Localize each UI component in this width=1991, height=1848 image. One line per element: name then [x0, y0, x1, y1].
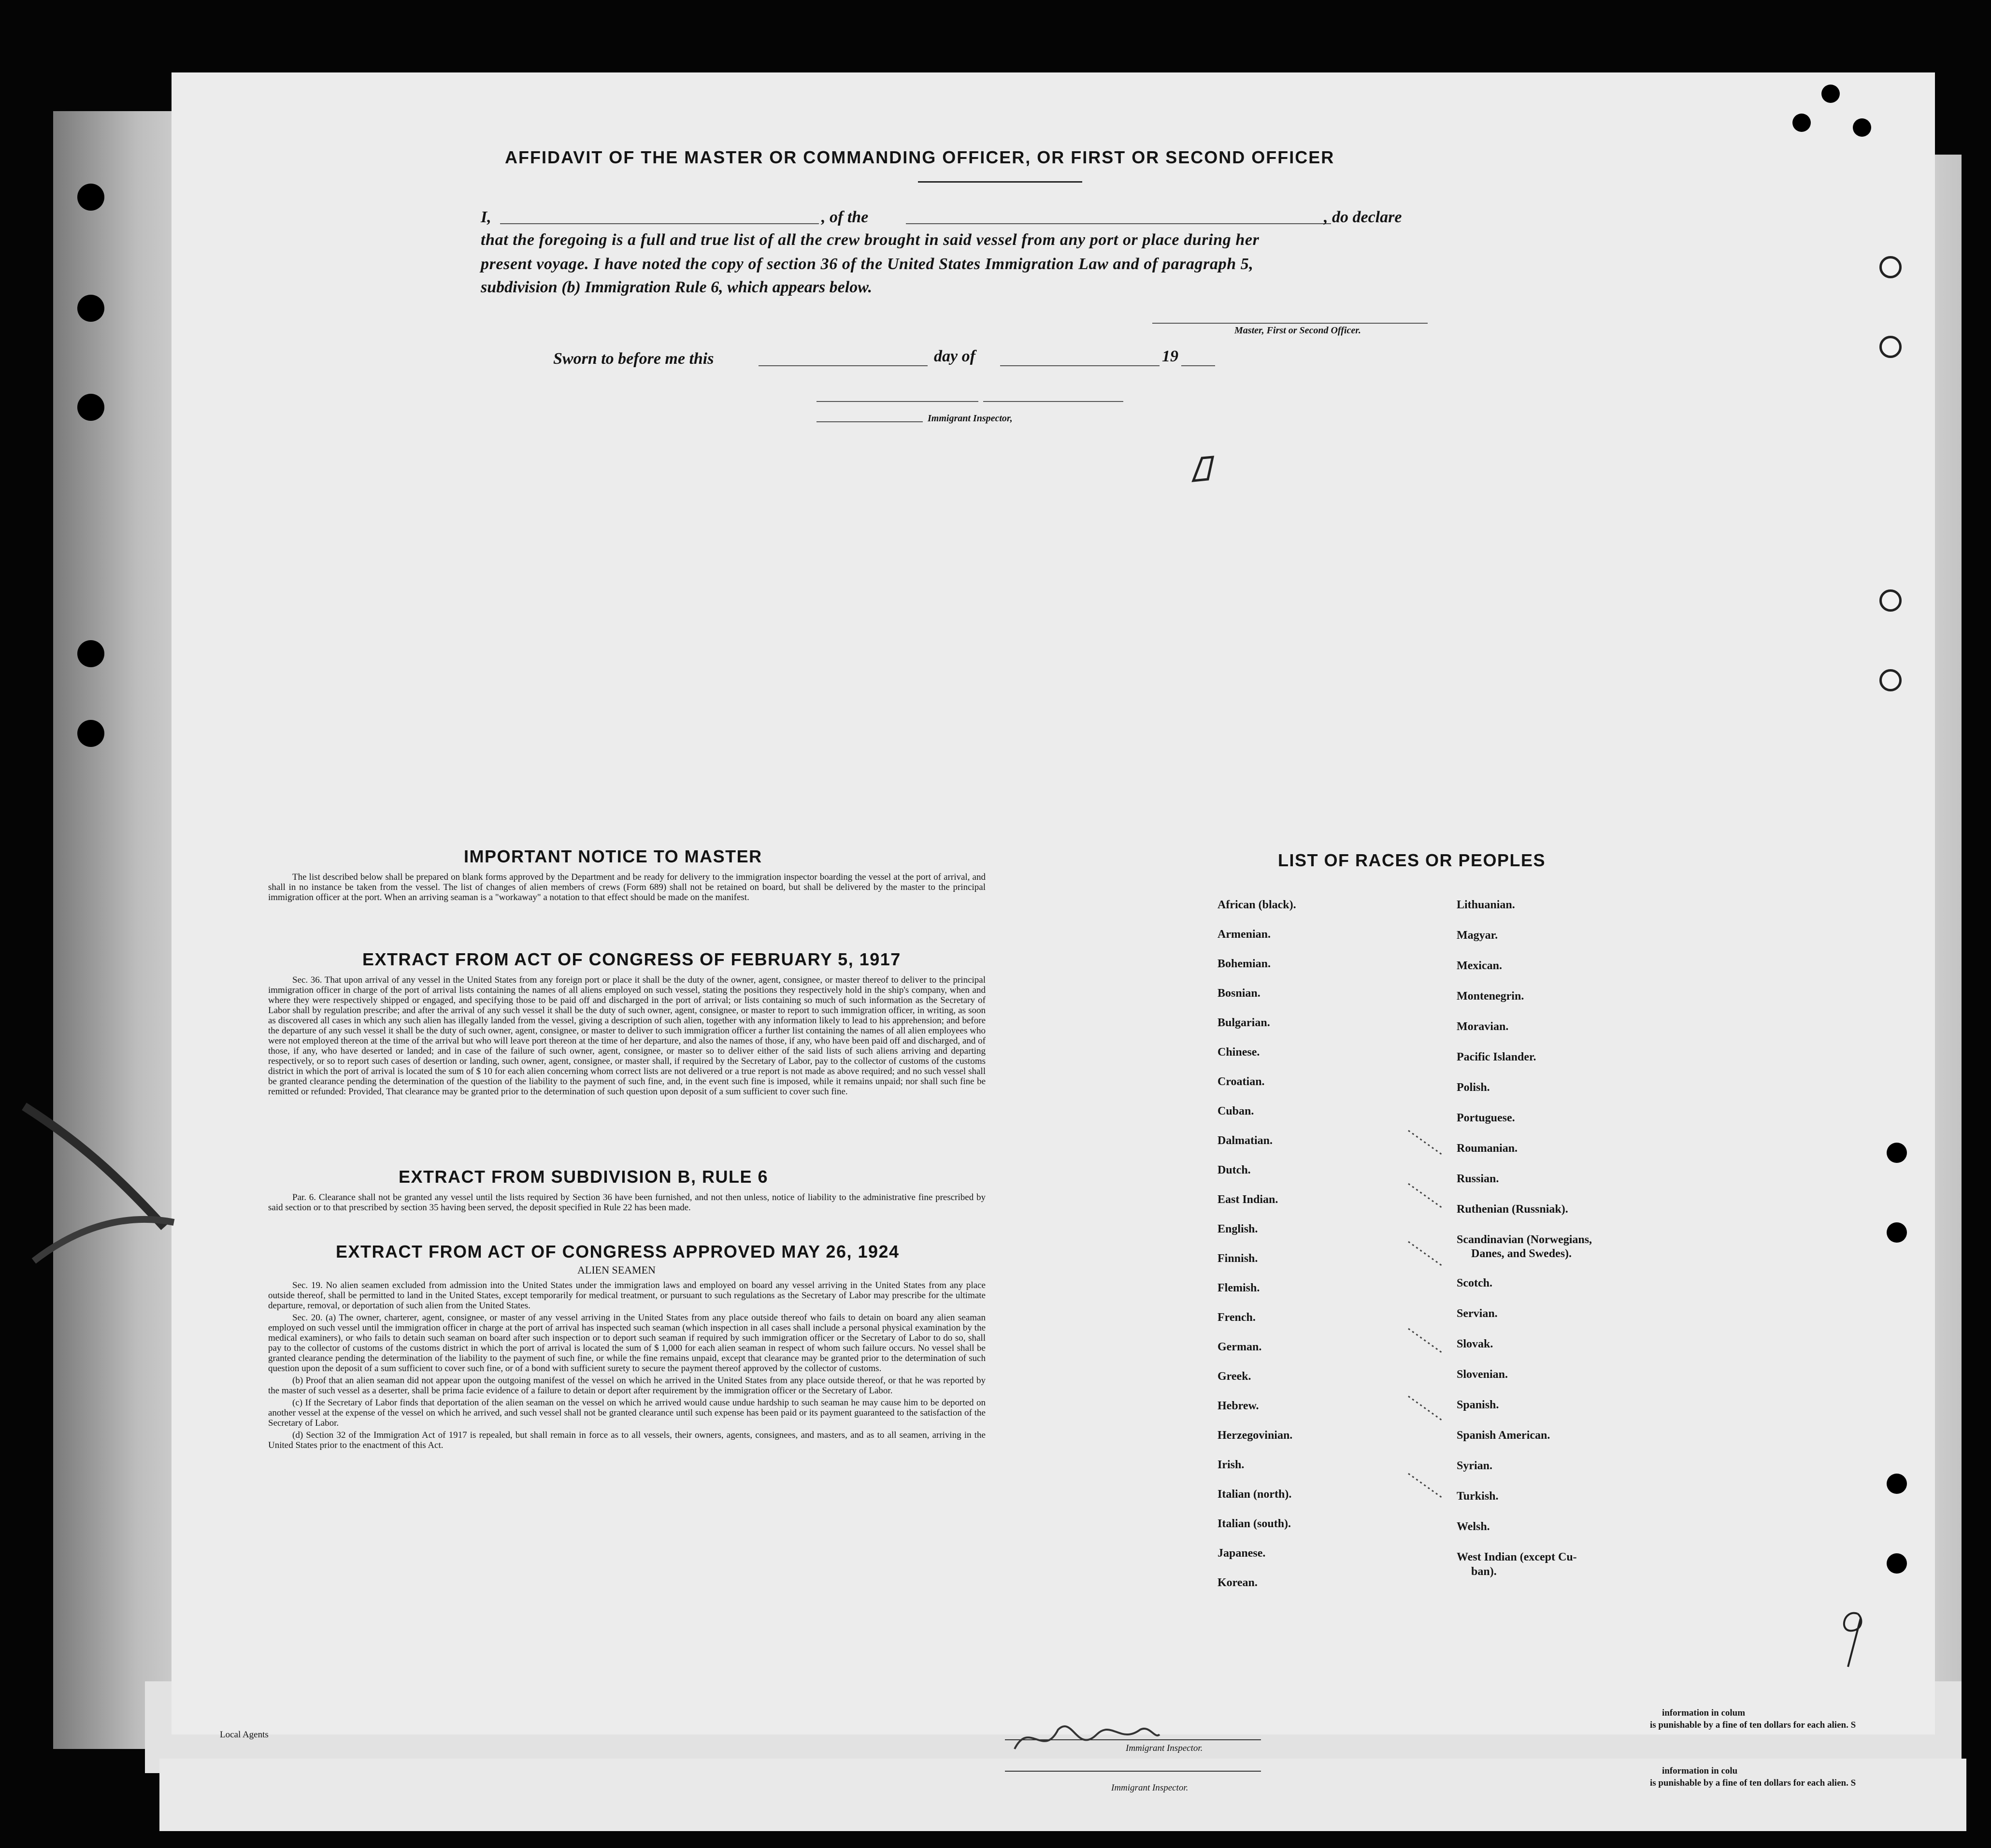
sworn-text: Sworn to before me this: [553, 350, 714, 368]
vessel-blank[interactable]: [906, 223, 1331, 224]
declaration-line-3: present voyage. I have noted the copy of section 36 of the United States Immigration Law and of paragraph 5,: [481, 255, 1254, 273]
punch-hole: [77, 640, 104, 667]
inspector-line-a[interactable]: [816, 401, 978, 402]
section-20c-paragraph: (c) If the Secretary of Labor finds that deportation of the alien seaman on the vessel on which he arrived would cause undue hardship to such seaman he may cause him to be deported on another vessel at the expense of the vessel on which he arrived, and such vessel shall not be granted clearance until such expense has been paid or its payment guaranteed to the satisfaction of the Secretary of Labor.: [268, 1398, 986, 1428]
race-item: Korean.: [1218, 1576, 1258, 1589]
ring-hole: [1879, 336, 1902, 358]
section-20b-paragraph: (b) Proof that an alien seaman did not appear upon the outgoing manifest of the vessel on which he arrived in the United States from any place outside thereof, or that he was reported by the master of such vessel as a deserter, shall be prima facie evidence of a failure to detain or deport after requirement by the immigration officer or the Secretary of Labor.: [268, 1375, 986, 1396]
race-item: Japanese.: [1218, 1547, 1266, 1560]
subdivision-title: EXTRACT FROM SUBDIVISION B, RULE 6: [399, 1167, 769, 1187]
race-item: Welsh.: [1457, 1520, 1490, 1533]
race-item: Irish.: [1218, 1459, 1245, 1471]
race-item: Cuban.: [1218, 1105, 1254, 1117]
race-item: English.: [1218, 1223, 1258, 1235]
declaration-line-2: that the foregoing is a full and true list of all the crew brought in said vessel from any port or place during her: [481, 231, 1260, 249]
punch-hole: [1887, 1474, 1907, 1494]
punch-hole: [1887, 1222, 1907, 1243]
form-page: [172, 72, 1935, 1734]
race-item: African (black).: [1218, 899, 1296, 911]
extract-1917-title: EXTRACT FROM ACT OF CONGRESS OF FEBRUARY 5, 1917: [362, 949, 901, 969]
races-title: LIST OF RACES OR PEOPLES: [1278, 850, 1546, 870]
race-item: Armenian.: [1218, 928, 1271, 941]
ring-hole: [1879, 256, 1902, 278]
race-item-continuation: ban).: [1471, 1565, 1497, 1578]
race-item: Ruthenian (Russniak).: [1457, 1203, 1568, 1216]
stamp-mark-icon: [1189, 454, 1218, 488]
notice-title: IMPORTANT NOTICE TO MASTER: [464, 846, 762, 866]
officer-signature-line[interactable]: [1152, 323, 1428, 324]
punch-hole: [77, 394, 104, 421]
sworn-month-blank[interactable]: [1000, 365, 1160, 366]
penalty-line-1b: is punishable by a fine of ten dollars for each alien. S: [1650, 1720, 1856, 1730]
race-item: Italian (south).: [1218, 1518, 1291, 1530]
ring-hole: [1879, 669, 1902, 691]
race-item: East Indian.: [1218, 1193, 1278, 1206]
race-item: Roumanian.: [1457, 1142, 1518, 1155]
race-item: West Indian (except Cu-: [1457, 1551, 1577, 1563]
race-item: Montenegrin.: [1457, 990, 1524, 1003]
officer-signature-caption: Master, First or Second Officer.: [1234, 325, 1361, 336]
paragraph-6: Par. 6. Clearance shall not be granted any vessel until the lists required by Section 36 have been furnished, and not then unless, notice of liability to the administrative fine prescribed by said section or to that prescribed by section 35 having been served, the deposit specified in Rule 22 has been made.: [268, 1192, 986, 1213]
title-underline: [918, 181, 1082, 183]
race-item-continuation: Danes, and Swedes).: [1471, 1247, 1572, 1260]
punch-hole: [1821, 85, 1840, 103]
inspector-caption: Immigrant Inspector,: [928, 413, 1013, 424]
race-item: Magyar.: [1457, 929, 1498, 942]
sworn-day-blank[interactable]: [759, 365, 928, 366]
race-item: Syrian.: [1457, 1460, 1493, 1472]
race-item: Turkish.: [1457, 1490, 1499, 1503]
notice-paragraph: The list described below shall be prepared on blank forms approved by the Department and be ready for delivery to the immigration inspector boarding the vessel at the port of arrival, and shall in no instance be taken from the vessel. The list of changes of alien members of crews (Form 689) shall not be retained on board, but shall be delivered by the master to the principal immigration officer at the port. When an arriving seaman is a "workaway" a notation to that effect should be made on the manifest.: [268, 872, 986, 903]
sworn-year-blank[interactable]: [1181, 365, 1215, 366]
section-20a-paragraph: Sec. 20. (a) The owner, charterer, agent, consignee, or master of any vessel arriving in the United States from any place outside thereof who fails to detain on board any alien seaman employed on such vessel until the immigration officer in charge at the port of arrival has inspected such seaman (which inspection in all cases shall include a personal physical examination by the medical examiners), or who fails to detain such seaman on board after such inspection or to deport such seaman if required by such immigration officer or the Secretary of Labor to do so, shall pay to the collector of customs of the customs district in which the port of arrival is located the sum of $ 1,000 for each alien seaman in respect of whom such failure occurs. No vessel shall be granted clearance pending the determination of the liability to the payment of such fine, or while the fine remains unpaid, except that clearance may be granted prior to the determination of such question upon the deposit of a sum sufficient to cover such fine, or of a bond with sufficient surety to secure the payment thereof approved by the collector of customs.: [268, 1313, 986, 1374]
inspector-signature-line-1: [1005, 1739, 1261, 1740]
handwritten-number-icon: [1829, 1604, 1882, 1672]
inspector-line-b[interactable]: [983, 401, 1123, 402]
name-blank[interactable]: [500, 223, 819, 224]
race-item: Spanish American.: [1457, 1429, 1550, 1442]
alien-seamen-subtitle: ALIEN SEAMEN: [577, 1264, 656, 1276]
sworn-day-of: day of: [934, 347, 975, 365]
race-item: Dutch.: [1218, 1164, 1251, 1176]
race-item: Italian (north).: [1218, 1488, 1292, 1501]
race-item: Portuguese.: [1457, 1112, 1515, 1124]
race-item: Dalmatian.: [1218, 1134, 1273, 1147]
race-item: French.: [1218, 1311, 1256, 1324]
inspector-line-c[interactable]: [816, 421, 923, 422]
binding-ribbon-icon: [19, 1102, 179, 1275]
race-item: Hebrew.: [1218, 1400, 1259, 1412]
race-item: Scotch.: [1457, 1277, 1492, 1289]
penalty-line-2b: is punishable by a fine of ten dollars for each alien. S: [1650, 1778, 1856, 1788]
affidavit-title: AFFIDAVIT OF THE MASTER OR COMMANDING OFFICER, OR FIRST OR SECOND OFFICER: [505, 147, 1335, 167]
notice-text: [268, 872, 986, 904]
declaration-i: I,: [481, 208, 491, 226]
race-item: Polish.: [1457, 1081, 1490, 1094]
race-item: Greek.: [1218, 1370, 1251, 1383]
punch-hole: [1853, 118, 1871, 137]
local-agents-label: Local Agents: [220, 1730, 269, 1740]
declaration-do-declare: , do declare: [1324, 208, 1402, 226]
extract-1924-title: EXTRACT FROM ACT OF CONGRESS APPROVED MAY 26, 1924: [336, 1242, 900, 1261]
section-20d-paragraph: (d) Section 32 of the Immigration Act of 1917 is repealed, but shall remain in force as to all vessels, their owners, agents, consignees, and masters, and as to all seamen, arriving in the United States prior to the enactment of this Act.: [268, 1430, 986, 1450]
race-item: Bosnian.: [1218, 987, 1260, 1000]
inspector-caption-1: Immigrant Inspector.: [1126, 1743, 1203, 1753]
extract-1924-text: [268, 1280, 986, 1452]
declaration-line-4: subdivision (b) Immigration Rule 6, which appears below.: [481, 278, 873, 296]
declaration-of-the: , of the: [821, 208, 869, 226]
race-item: Slovak.: [1457, 1338, 1493, 1350]
race-item: Chinese.: [1218, 1046, 1260, 1059]
race-item: Croatian.: [1218, 1075, 1265, 1088]
punch-hole: [1887, 1143, 1907, 1163]
section-19-paragraph: Sec. 19. No alien seamen excluded from admission into the United States under the immigration laws and employed on board any vessel arriving in the United States from any place outside thereof, shall be permitted to land in the United States, except temporarily for medical treatment, or pursuant to such regulations as the Secretary of Labor may prescribe for the ultimate departure, removal, or deportation of such alien from the United States.: [268, 1280, 986, 1311]
race-item: Flemish.: [1218, 1282, 1260, 1294]
inspector-signature-line-2: [1005, 1771, 1261, 1772]
race-item: Spanish.: [1457, 1399, 1499, 1411]
race-item: Russian.: [1457, 1173, 1499, 1185]
race-item: Slovenian.: [1457, 1368, 1508, 1381]
punch-hole: [1792, 114, 1811, 132]
punch-hole: [77, 720, 104, 747]
punch-hole: [77, 184, 104, 211]
penalty-line-1a: information in colum: [1662, 1708, 1746, 1718]
race-item: Servian.: [1457, 1307, 1498, 1320]
race-item: Bohemian.: [1218, 958, 1271, 970]
race-item: Bulgarian.: [1218, 1017, 1270, 1029]
punch-hole: [1887, 1553, 1907, 1574]
race-item: Moravian.: [1457, 1020, 1509, 1033]
race-item: German.: [1218, 1341, 1262, 1353]
subdivision-text: [268, 1192, 986, 1215]
race-item: Scandinavian (Norwegians,: [1457, 1233, 1592, 1246]
punch-hole: [77, 295, 104, 322]
section-36-paragraph: Sec. 36. That upon arrival of any vessel in the United States from any foreign port or place it shall be the duty of the owner, agent, consignee, or master thereof to deliver to the principal immigration officer in charge of the port of arrival lists containing the names of all aliens employed on such vessel, stating the positions they respectively hold in the ship's company, when and where they were respectively shipped or engaged, and specifying those to be paid off and discharged in the port of arrival; or lists containing so much of such information as the Secretary of Labor shall by regulation prescribe; and after the arrival of any such vessel it shall be the duty of such owner, agent, consignee, or master to report to such immigration officer, in writing, as soon as discovered all cases in which any such alien has illegally landed from the vessel, giving a description of such alien, together with any information likely to lead to his apprehension; and before the departure of any such vessel it shall be the duty of such owner, agent, consignee, or master to deliver to such immigration officer a further list containing the names of all alien employees who were not employed thereon at the time of the arrival but who will leave port thereon at the time of her departure, and also the names of those, if any, who have been paid off and discharged, and of those, if any, who have deserted or landed; and in case of the failure of such owner, agent, consignee, or master so to deliver either of the said lists of such aliens arriving and departing respectively, or so to report such cases of desertion or landing, such owner, agent, consignee, or master shall, if required by the Secretary of Labor, pay to the collector of customs of the customs district in which the port of arrival is located the sum of $ 10 for each alien concerning whom correct lists are not delivered or a true report is not made as above required; and no such vessel shall be granted clearance pending the determination of the question of the liability to the payment of such fine, and, in the event such fine is imposed, while it remains unpaid; nor shall such fine be remitted or refunded: Provided, That clearance may be granted prior to the determination of such question upon deposit of a sum sufficient to cover such fine.: [268, 975, 986, 1097]
race-item: Herzegovinian.: [1218, 1429, 1293, 1442]
tick-marks-icon: [1399, 1126, 1457, 1561]
race-item: Lithuanian.: [1457, 899, 1515, 911]
race-item: Pacific Islander.: [1457, 1051, 1536, 1063]
sworn-year: 19: [1162, 347, 1178, 365]
ring-hole: [1879, 589, 1902, 612]
extract-1917-text: [268, 975, 986, 1099]
inspector-caption-2: Immigrant Inspector.: [1111, 1783, 1189, 1793]
race-item: Mexican.: [1457, 960, 1502, 972]
race-item: Finnish.: [1218, 1252, 1258, 1265]
inspector-signature-icon: [1005, 1710, 1164, 1763]
penalty-line-2a: information in colu: [1662, 1766, 1738, 1776]
